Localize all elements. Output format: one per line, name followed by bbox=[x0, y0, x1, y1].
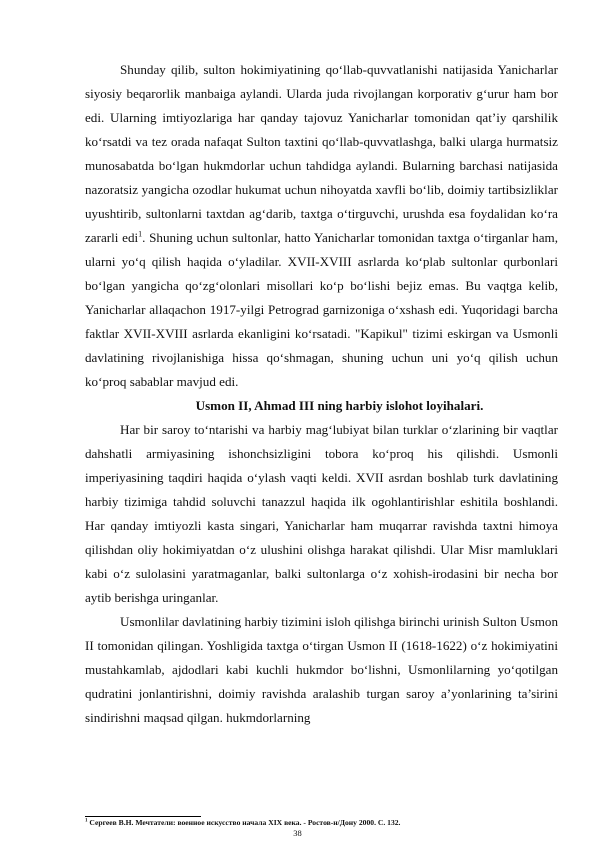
paragraph-3: Usmonlilar davlatining harbiy tizimini isloh qilishga birinchi urinish Sulton Usmon II tomonidan qilingan. Yoshligida taxtga o‘tirgan Usmon II (1618-1622) o‘z hokimiyatini mustahkamlab, ajdodlari kabi kuchli hukmdor bo‘lishni, Usmonlilarning yo‘qotilgan qudratini jonlantirishni, doimiy ravishda aralashib turgan saroy a’yonlarining ta’sirini sindirishni maqsad qilgan. hukmdorlarning bbox=[85, 614, 558, 725]
footnote-reference: 1 bbox=[138, 229, 143, 239]
section-heading: Usmon II, Ahmad III ning harbiy islohot loyihalari. bbox=[195, 398, 484, 413]
footnote bbox=[85, 818, 558, 828]
page-number: 38 bbox=[293, 828, 302, 838]
paragraph-1-text: Shunday qilib, sulton hokimiyatining qo‘llab-quvvatlanishi natijasida Yanicharlar siyosiy beqarorlik manbaiga aylandi. Ularda juda rivojlangan korporativ g‘urur ham bor edi. Ularning imtiyozlariga har qanday tajovuz Yanicharlar tomonidan qat’iy qarshilik ko‘rsatdi va tez orada nafaqat Sulton taxtini qo‘llab-quvvatlashga, balki ularga hurmatsiz munosabatda bo‘lgan hukmdorlar uchun tahdidga aylandi. Bularning barchasi natijasida nazoratsiz yangicha ozodlar hukumat uchun nihoyatda xavfli bo‘lib, doimiy tartibsizliklar uyushtirib, sultonlarni taxtdan ag‘darib, taxtga o‘tirguvchi, urushda esa foydalidan ko‘ra zararli edi bbox=[85, 62, 558, 245]
paragraph-1 bbox=[85, 58, 558, 394]
paragraph-1-continuation: . Shuning uchun sultonlar, hatto Yanicharlar tomonidan taxtga o‘tirganlar ham, ularni yo‘q qilish haqida o‘yladilar. XVII-XVIII asrlarda ko‘plab sultonlar qurbonlari bo‘lgan yangicha qo‘zg‘olonlari misollari ko‘p bo‘lishi bejiz emas. Bu vaqtga kelib, Yanicharlar allaqachon 1917-yilgi Petrograd garnizoniga o‘xshash edi. Yuqoridagi barcha faktlar XVII-XVIII asrlarda ekanligini ko‘rsatadi. "Kapikul" tizimi eskirgan va Usmonli davlatining rivojlanishiga hissa qo‘shmagan, shuning uchun uni yo‘q qilish uchun ko‘proq sabablar mavjud edi. bbox=[85, 230, 558, 389]
footnote-text: Сергеев В.Н. Мечтатели: военное искусство начала XIX века. - Ростов-н/Дону 2000. С. 132. bbox=[89, 818, 401, 827]
footnote-marker: 1 bbox=[85, 818, 88, 824]
footnote-divider bbox=[85, 816, 201, 817]
body-text bbox=[85, 58, 558, 730]
paragraph-2: Har bir saroy to‘ntarishi va harbiy mag‘lubiyat bilan turklar o‘zlarining bir vaqtlar dahshatli armiyasining ishonchsizligini tobora ko‘proq his qilishdi. Usmonli imperiyasining taqdiri haqida o‘ylash vaqti keldi. XVII asrdan boshlab turk davlatining harbiy tizimiga tahdid soluvchi tanazzul haqida ilk ogohlantirishlar eshitila boshlandi. Har qanday imtiyozli kasta singari, Yanicharlar ham muqarrar ravishda taxtni himoya qilishdan oliy hokimiyatdan o‘z ulushini olishga harakat qilishdi. Ular Misr mamluklari kabi o‘z sulolasini yaratmaganlar, balki sultonlarga o‘z xohish-irodasini bir necha bor aytib berishga uringanlar. bbox=[85, 422, 558, 605]
